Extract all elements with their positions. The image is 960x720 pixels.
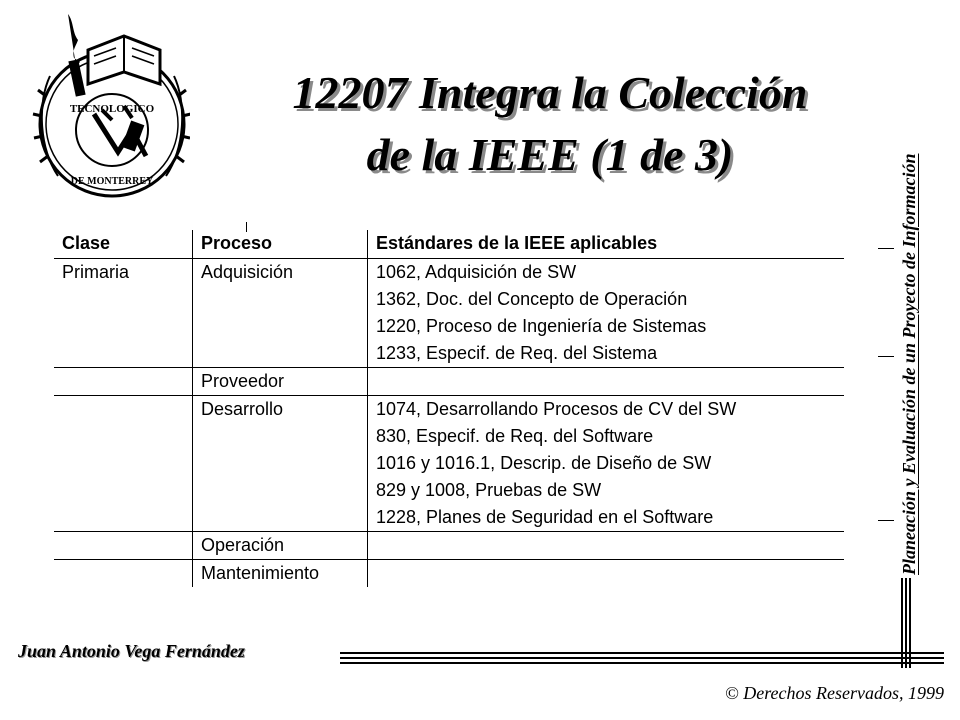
side-tick-1 [878,248,894,249]
standard-item: 1228, Planes de Seguridad en el Software [376,507,714,527]
cell-clase [54,532,193,560]
tec-monterrey-seal-logo [28,6,190,200]
cell-estandares [368,396,845,532]
side-course-text: Planeación y Evaluación de un Proyecto de Información [899,153,919,575]
cell-clase [54,560,193,588]
cell-estandares [368,532,845,560]
cell-proceso: Desarrollo [193,396,368,532]
cell-estandares [368,368,845,396]
table-row [54,396,844,532]
table-row [54,368,844,396]
header-estandares: Estándares de la IEEE aplicables [368,230,845,259]
copyright-notice [725,683,944,704]
cell-estandares [368,560,845,588]
cell-clase [54,368,193,396]
standard-item: 830, Especif. de Req. del Software [376,426,654,446]
footer-rule-1 [340,652,944,654]
header-proceso: Proceso [193,230,368,259]
cell-clase [54,396,193,532]
cell-proceso: Adquisición [193,259,368,368]
side-rule-1 [901,578,903,668]
svg-text:TECNOLOGICO: TECNOLOGICO [69,103,155,115]
cell-proceso: Mantenimiento [193,560,368,588]
ieee-standards-table [54,230,844,587]
cell-proceso: Operación [193,532,368,560]
table-header-row [54,230,844,259]
header-clase: Clase [54,230,193,259]
slide-title [190,62,910,186]
cell-clase: Primaria [54,259,193,368]
side-tick-2 [878,356,894,357]
table-row [54,259,844,368]
side-tick-3 [878,520,894,521]
side-rule-3 [909,578,911,668]
table-row [54,532,844,560]
copyright-symbol: © [725,683,739,703]
standard-item: 1220, Proceso de Ingeniería de Sistemas [376,316,707,336]
cell-estandares [368,259,845,368]
standard-item: 1074, Desarrollando Procesos de CV del SW [376,399,737,419]
table-row [54,560,844,588]
standard-item: 1016 y 1016.1, Descrip. de Diseño de SW [376,453,712,473]
standard-item: 1233, Especif. de Req. del Sistema [376,343,658,363]
standard-item: 1362, Doc. del Concepto de Operación [376,289,688,309]
author-name: Juan Antonio Vega Fernández [18,641,245,661]
svg-text:DE MONTERREY: DE MONTERREY [70,176,154,187]
footer-rule-2 [340,657,944,659]
title-line-2: de la IEEE (1 de 3) [366,129,734,180]
cell-proceso: Proveedor [193,368,368,396]
footer-rule-3 [340,662,944,664]
title-line-1: 12207 Integra la Colección [292,67,808,118]
standard-item: 1062, Adquisición de SW [376,262,577,282]
side-rule-2 [905,578,907,668]
standard-item: 829 y 1008, Pruebas de SW [376,480,602,500]
copyright-text: Derechos Reservados, 1999 [743,683,944,703]
side-course-label [893,0,925,580]
